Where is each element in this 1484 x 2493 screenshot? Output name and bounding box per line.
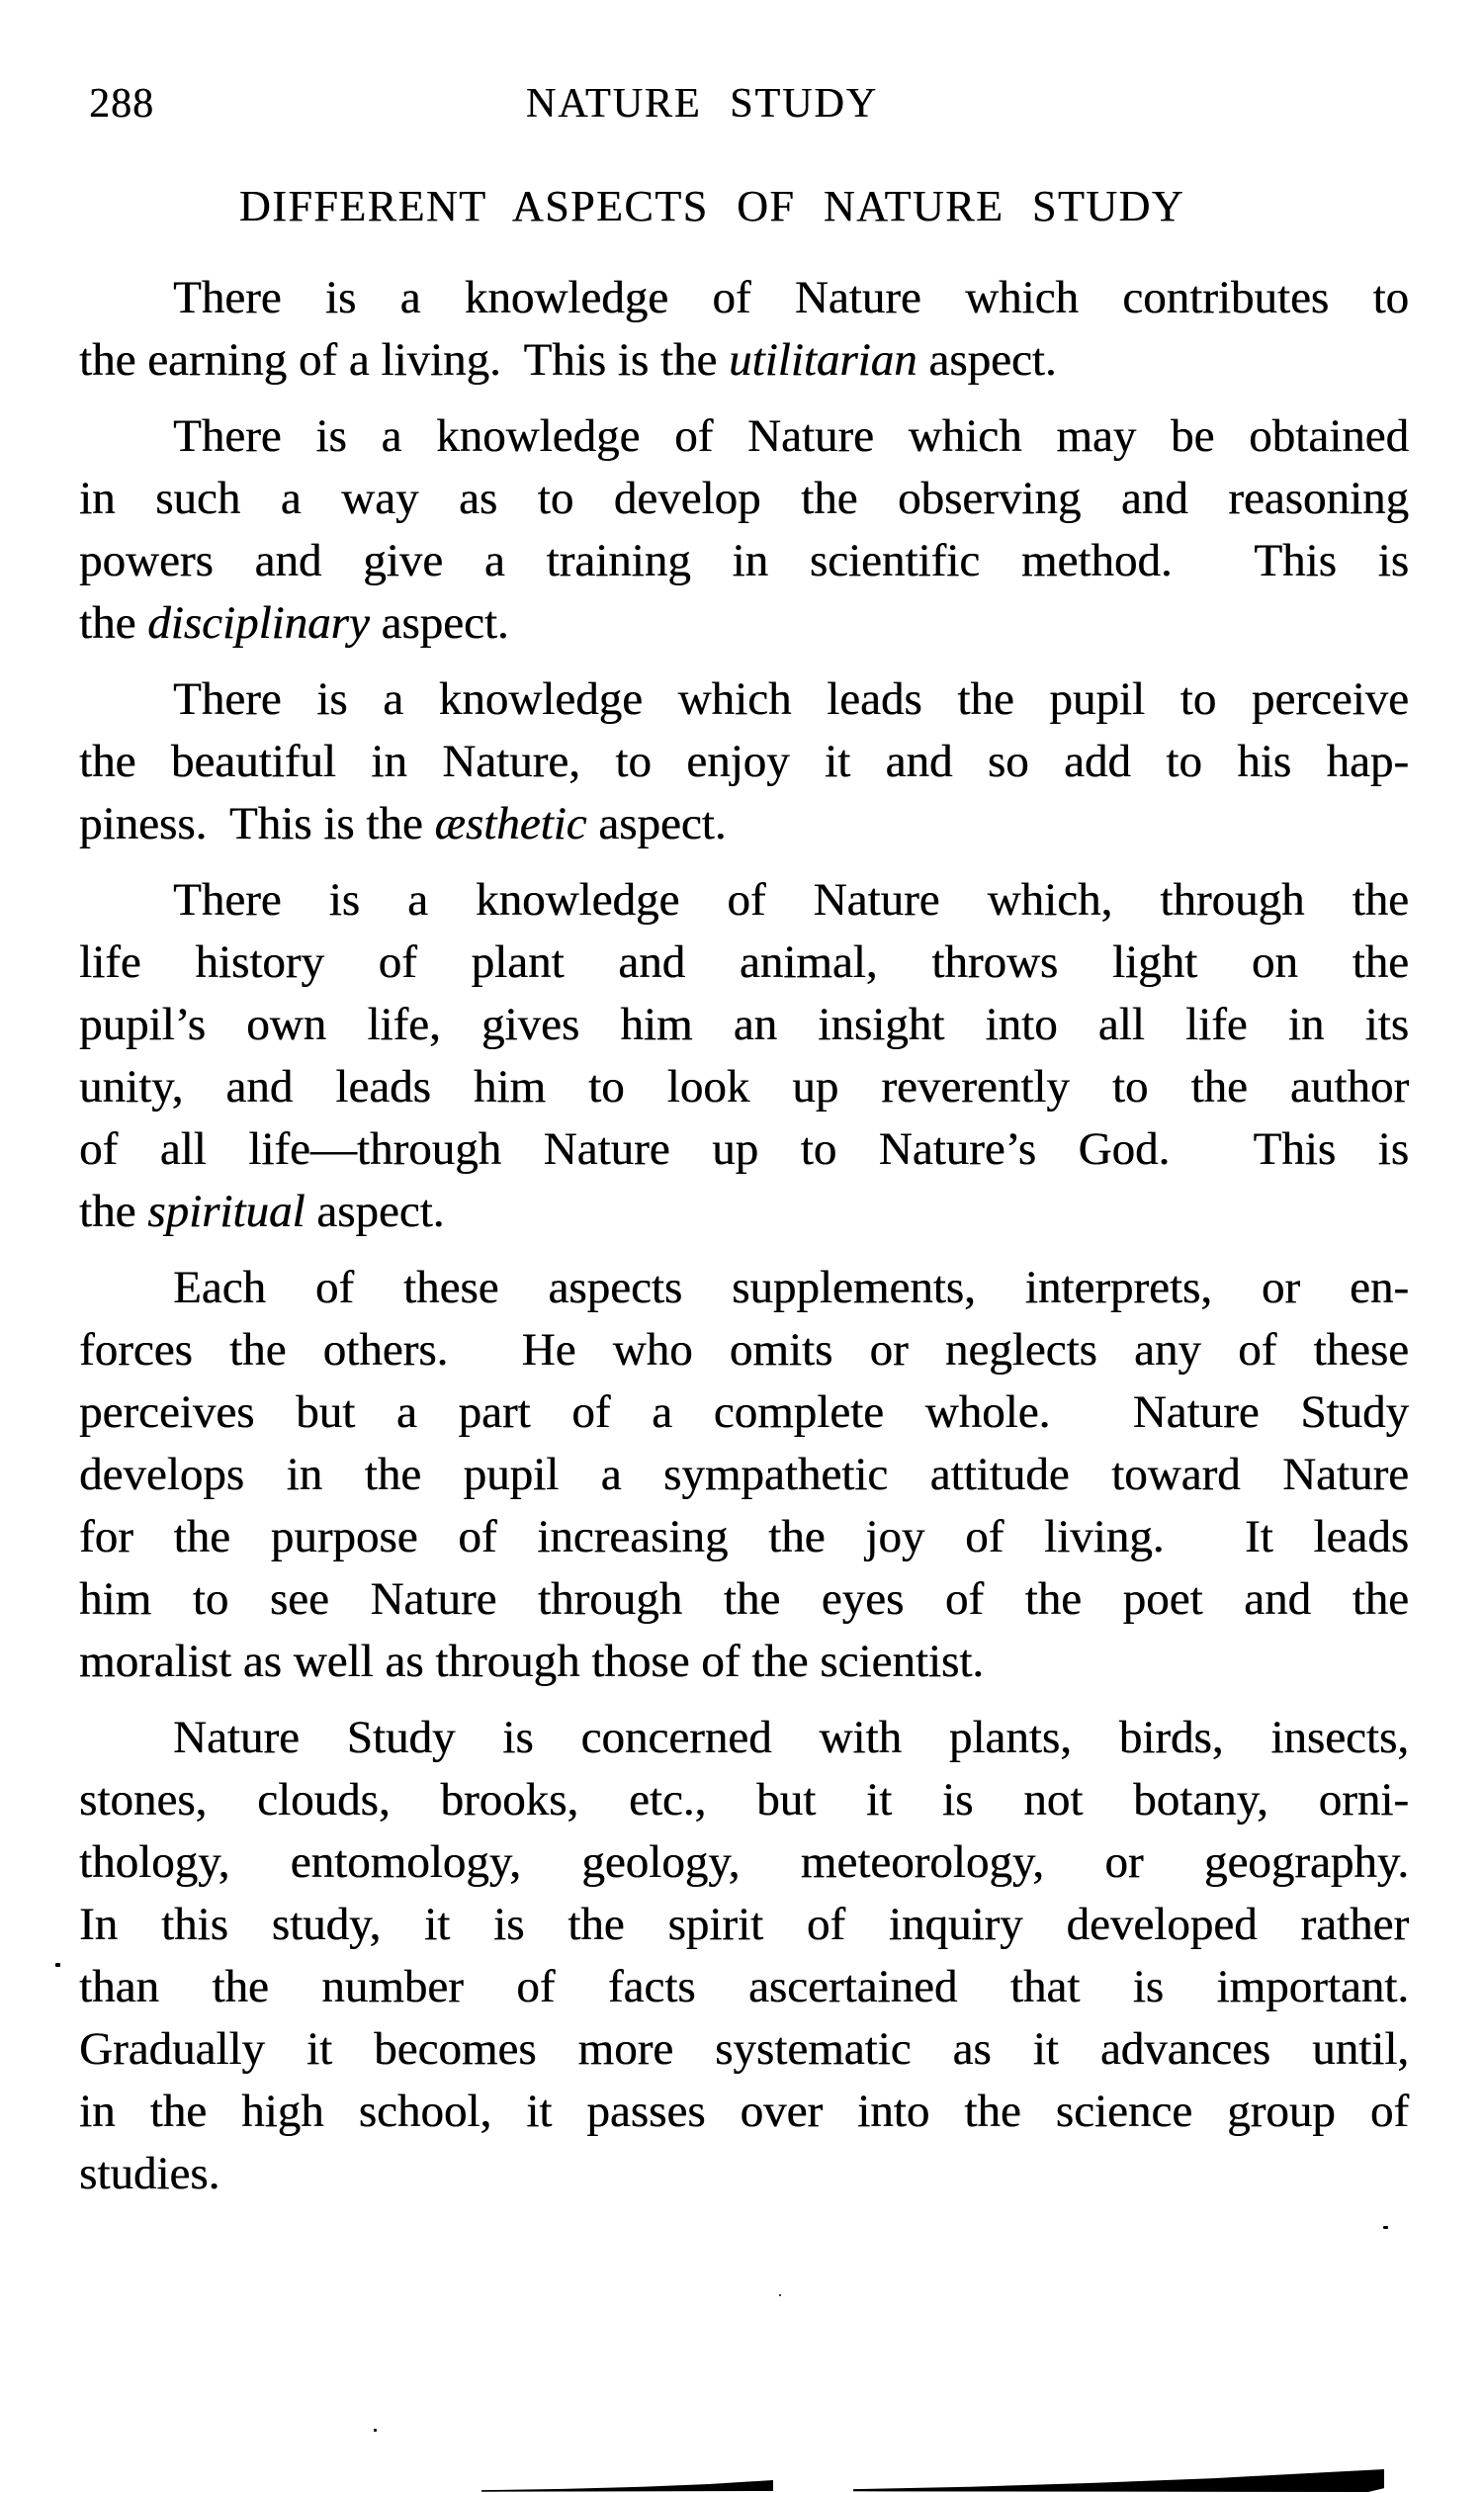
text: There is a knowledge of Nature which, through the xyxy=(173,874,1409,926)
text: Each of these aspects supplements, interprets, or en- xyxy=(173,1262,1409,1313)
text: forces the others. He who omits or neglects any of these xyxy=(79,1324,1409,1376)
body-line xyxy=(79,329,1409,392)
page-number: 288 xyxy=(89,81,154,127)
body-line xyxy=(79,1257,1409,1319)
body-line xyxy=(79,1181,1409,1243)
scan-speck xyxy=(374,2429,377,2432)
italic-text: æsthetic xyxy=(434,798,587,849)
body-line xyxy=(79,1118,1409,1181)
text: piness. This is the xyxy=(79,798,435,849)
body-line xyxy=(79,592,1409,655)
body-line xyxy=(79,2143,1409,2205)
body-line xyxy=(79,405,1409,468)
body-line xyxy=(79,1444,1409,1506)
body-line xyxy=(79,1631,1409,1693)
scan-speck xyxy=(1383,2226,1388,2229)
body-line xyxy=(79,793,1409,855)
text: in the high school, it passes over into the science group of xyxy=(79,2086,1409,2137)
text: aspect. xyxy=(917,334,1057,386)
text: In this study, it is the spirit of inquiry developed rather xyxy=(79,1899,1409,1950)
text: perceives but a part of a complete whole. Nature Study xyxy=(79,1386,1409,1438)
body-line xyxy=(79,869,1409,932)
body-line xyxy=(79,932,1409,994)
body-line xyxy=(79,1568,1409,1631)
body-line xyxy=(79,994,1409,1056)
text: thology, entomology, geology, meteorology, or geography. xyxy=(79,1836,1409,1888)
text: aspect. xyxy=(586,798,727,849)
running-header xyxy=(0,83,1404,129)
text: for the purpose of increasing the joy of living. It leads xyxy=(79,1511,1409,1562)
paragraph xyxy=(79,1257,1409,1693)
scan-speck xyxy=(779,2294,781,2296)
text: studies. xyxy=(79,2148,220,2199)
body-line xyxy=(79,267,1409,329)
text: There is a knowledge of Nature which contributes to xyxy=(173,272,1409,323)
body-line xyxy=(79,2081,1409,2143)
text: develops in the pupil a sympathetic attitude toward Nature xyxy=(79,1449,1409,1500)
italic-text: utilitarian xyxy=(729,334,917,386)
body-line xyxy=(79,1956,1409,2018)
text: Nature Study is concerned with plants, birds, insects, xyxy=(173,1712,1409,1763)
running-title: NATURE STUDY xyxy=(525,81,879,127)
paragraph xyxy=(79,668,1409,855)
text: of all life—through Nature up to Nature’s God. This is xyxy=(79,1123,1409,1175)
scan-speck xyxy=(55,1963,60,1967)
text: unity, and leads him to look up reverently to the author xyxy=(79,1061,1409,1113)
text: the xyxy=(79,597,148,649)
italic-text: spiritual xyxy=(147,1186,306,1237)
section-heading: DIFFERENT ASPECTS OF NATURE STUDY xyxy=(238,182,1185,230)
paragraph xyxy=(79,405,1409,655)
text: stones, clouds, brooks, etc., but it is not botany, orni- xyxy=(79,1774,1409,1825)
text: powers and give a training in scientific method. This is xyxy=(79,535,1409,586)
page-body xyxy=(79,267,1409,2219)
body-line xyxy=(79,2018,1409,2081)
body-line xyxy=(79,1831,1409,1894)
text: in such a way as to develop the observing and reasoning xyxy=(79,473,1409,524)
body-line xyxy=(79,731,1409,793)
text: There is a knowledge which leads the pupil to perceive xyxy=(173,673,1409,725)
body-line xyxy=(79,1319,1409,1381)
text: life history of plant and animal, throws light on the xyxy=(79,936,1409,988)
scan-edge-shadow xyxy=(481,2479,773,2492)
scan-edge-shadow xyxy=(853,2468,1384,2492)
body-line xyxy=(79,1056,1409,1118)
text: the xyxy=(79,1186,148,1237)
text: moralist as well as through those of the scientist. xyxy=(79,1636,985,1687)
text: him to see Nature through the eyes of the poet and the xyxy=(79,1573,1409,1625)
text: aspect. xyxy=(369,597,509,649)
body-line xyxy=(79,530,1409,592)
body-line xyxy=(79,1894,1409,1956)
paragraph xyxy=(79,267,1409,392)
paragraph xyxy=(79,1707,1409,2205)
text: aspect. xyxy=(305,1186,445,1237)
body-line xyxy=(79,468,1409,530)
text: There is a knowledge of Nature which may be obtained xyxy=(173,410,1409,462)
paragraph xyxy=(79,869,1409,1243)
body-line xyxy=(79,1506,1409,1568)
body-line xyxy=(79,1707,1409,1769)
text: Gradually it becomes more systematic as it advances until, xyxy=(79,2023,1409,2075)
text: the earning of a living. This is the xyxy=(79,334,730,386)
body-line xyxy=(79,1381,1409,1444)
italic-text: disciplinary xyxy=(147,597,370,649)
text: than the number of facts ascertained that is important. xyxy=(79,1961,1409,2012)
text: the beautiful in Nature, to enjoy it and so add to his hap- xyxy=(79,736,1409,787)
body-line xyxy=(79,1769,1409,1831)
body-line xyxy=(79,668,1409,731)
text: pupil’s own life, gives him an insight into all life in its xyxy=(79,999,1409,1050)
